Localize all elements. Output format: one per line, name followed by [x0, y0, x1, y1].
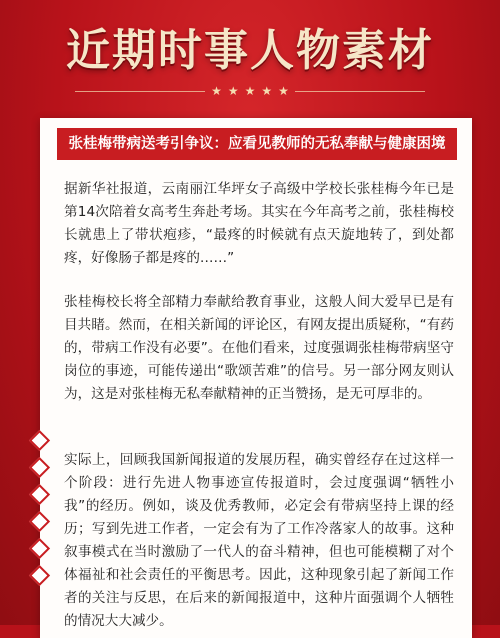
- diamond-icon: [28, 484, 49, 505]
- star-icon: ★: [244, 84, 256, 98]
- page-title: 近期时事人物素材: [66, 25, 434, 76]
- diamond-icon: [28, 511, 49, 532]
- divider-line-right: [295, 91, 425, 92]
- article-subtitle: 张桂梅带病送考引争议：应看见教师的无私奉献与健康困境: [57, 128, 457, 160]
- paragraph-3: 实际上，回顾我国新闻报道的发展历程，确实曾经存在过这样一个阶段：进行先进人物事迹宣传报道时，会过度强调“牺牲小我”的经历。例如，谈及优秀教师，必定会有带病坚持上课的经历；写到先进工作者，一定会有为了工作冷落家人的故事。这种叙事模式在当时激励了一代人的奋斗精神，但也可能模糊了对个体福祉和社会责任的平衡思考。因此，这种现象引起了新闻工作者的关注与反思，在后来的新闻报道中，这种片面强调个人牺牲的情况大大减少。: [64, 452, 454, 629]
- diamond-decoration: [29, 433, 49, 595]
- diamond-icon: [28, 538, 49, 559]
- divider-line-left: [75, 91, 205, 92]
- diamond-icon: [28, 457, 49, 478]
- star-divider: [0, 84, 500, 98]
- diamond-icon: [28, 430, 49, 451]
- paragraph-1: 据新华社报道，云南丽江华坪女子高级中学校长张桂梅今年已是第14次陪着女高考生奔赴考场。其实在今年高考之前，张桂梅校长就患上了带状疱疹，“最疼的时候就有点天旋地转了，到处都疼，好像肠子都是疼的……”: [64, 181, 454, 266]
- paragraph-2: 张桂梅校长将全部精力奉献给教育事业，这般人间大爱早已是有目共睹。然而，在相关新闻的评论区，有网友提出质疑称，“有药的，带病工作没有必要”。在他们看来，过度强调张桂梅带病坚守岗位的事迹，可能传递出“歌颂苦难”的信号。另一部分网友则认为，这是对张桂梅无私奉献精神的正当赞扬，是无可厚非的。: [64, 294, 454, 402]
- star-icon: ★: [261, 84, 273, 98]
- diamond-icon: [28, 565, 49, 586]
- star-icon: ★: [227, 84, 239, 98]
- star-icon: ★: [278, 84, 289, 98]
- star-icon: ★: [211, 84, 222, 98]
